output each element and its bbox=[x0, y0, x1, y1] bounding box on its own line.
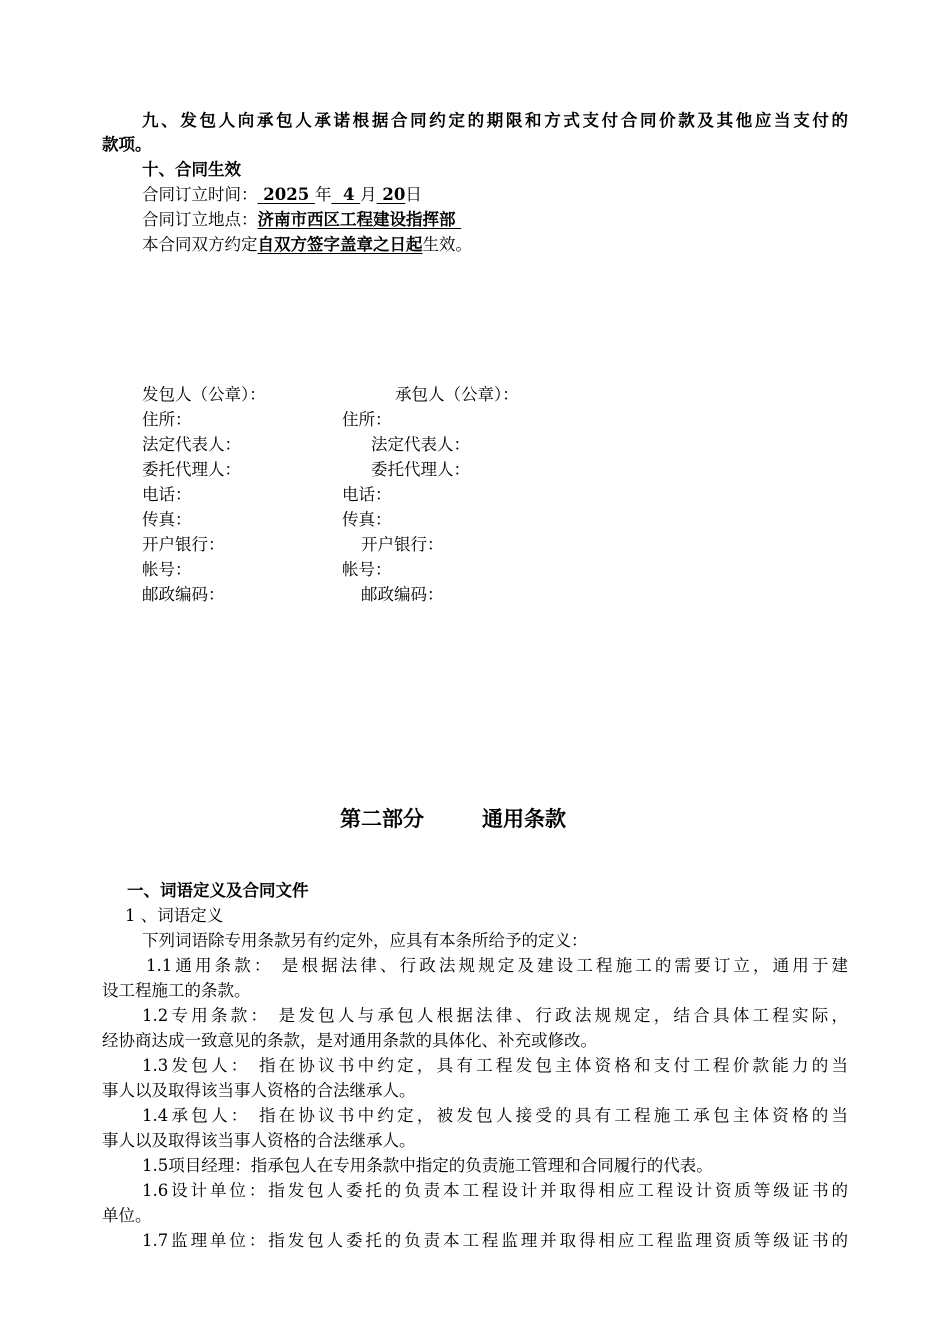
item-1-3-line2: 事人以及取得该当事人资格的合法继承人。 bbox=[102, 1081, 416, 1100]
sig-left-4: 电话： bbox=[142, 485, 192, 504]
part2-title-b: 通用条款 bbox=[482, 807, 566, 831]
time-label: 合同订立时间： bbox=[142, 185, 258, 204]
item-1-6-line2: 单位。 bbox=[102, 1206, 152, 1225]
day-unit: 日 bbox=[405, 185, 422, 204]
sig-right-7: 帐号： bbox=[342, 560, 392, 579]
clause9-line1: 九、发包人向承包人承诺根据合同约定的期限和方式支付合同价款及其他应当支付的 bbox=[142, 111, 848, 130]
sig-right-6: 开户银行： bbox=[361, 535, 444, 554]
effect-prefix: 本合同双方约定 bbox=[142, 235, 258, 254]
clause10-heading: 十、合同生效 bbox=[142, 160, 241, 179]
sig-right-1: 住所： bbox=[342, 410, 392, 429]
month-value: 4 bbox=[342, 185, 355, 204]
item-1-5-line1: 1.5项目经理：指承包人在专用条款中指定的负责施工管理和合同履行的代表。 bbox=[142, 1156, 713, 1175]
sig-left-8: 邮政编码： bbox=[142, 585, 225, 604]
sig-left-0: 发包人（公章）： bbox=[142, 385, 266, 404]
contract-place-line bbox=[142, 209, 461, 231]
clause9-line2: 款项。 bbox=[102, 135, 152, 154]
sig-right-5: 传真： bbox=[342, 510, 392, 529]
effect-term: 自双方签字盖章之日起 bbox=[257, 235, 423, 254]
item-1-6-line1: 1.6设计单位：指发包人委托的负责本工程设计并取得相应工程设计资质等级证书的 bbox=[142, 1181, 848, 1200]
item-1-1-line2: 设工程施工的条款。 bbox=[102, 981, 251, 1000]
sig-left-7: 帐号： bbox=[142, 560, 192, 579]
place-label: 合同订立地点： bbox=[142, 210, 258, 229]
item-1-1-line1: 1.1通用条款： 是根据法律、行政法规规定及建设工程施工的需要订立，通用于建 bbox=[146, 956, 848, 975]
section1-intro: 下列词语除专用条款另有约定外，应具有本条所给予的定义： bbox=[142, 931, 588, 950]
item-1-2-line1: 1.2专用条款： 是发包人与承包人根据法律、行政法规规定，结合具体工程实际， bbox=[142, 1006, 848, 1025]
section1-subheading: 1 、词语定义 bbox=[125, 906, 224, 925]
sig-left-1: 住所： bbox=[142, 410, 192, 429]
year-unit: 年 bbox=[314, 185, 332, 204]
item-1-4-line1: 1.4承包人： 指在协议书中约定，被发包人接受的具有工程施工承包主体资格的当 bbox=[142, 1106, 848, 1125]
item-1-3-line1: 1.3发包人： 指在协议书中约定，具有工程发包主体资格和支付工程价款能力的当 bbox=[142, 1056, 848, 1075]
item-1-7-line1: 1.7监理单位：指发包人委托的负责本工程监理并取得相应工程监理资质等级证书的 bbox=[142, 1231, 848, 1250]
item-1-2-line2: 经协商达成一致意见的条款，是对通用条款的具体化、补充或修改。 bbox=[102, 1031, 597, 1050]
sig-right-3: 委托代理人： bbox=[371, 460, 470, 479]
sig-right-0: 承包人（公章）： bbox=[395, 385, 519, 404]
year-value: 2025 bbox=[263, 185, 310, 204]
sig-right-8: 邮政编码： bbox=[361, 585, 444, 604]
day-value: 20 bbox=[382, 185, 406, 204]
sig-right-2: 法定代表人： bbox=[371, 435, 470, 454]
contract-time-line bbox=[142, 184, 422, 206]
effect-suffix: 生效。 bbox=[422, 235, 472, 254]
sig-left-3: 委托代理人： bbox=[142, 460, 241, 479]
place-value: 济南市西区工程建设指挥部 bbox=[257, 210, 456, 229]
sig-left-6: 开户银行： bbox=[142, 535, 225, 554]
effective-line bbox=[142, 234, 472, 256]
sig-left-2: 法定代表人： bbox=[142, 435, 241, 454]
sig-left-5: 传真： bbox=[142, 510, 192, 529]
section1-heading: 一、词语定义及合同文件 bbox=[127, 881, 309, 900]
sig-right-4: 电话： bbox=[342, 485, 392, 504]
part2-title-a: 第二部分 bbox=[340, 807, 424, 831]
item-1-4-line2: 事人以及取得该当事人资格的合法继承人。 bbox=[102, 1131, 416, 1150]
month-unit: 月 bbox=[360, 185, 377, 204]
